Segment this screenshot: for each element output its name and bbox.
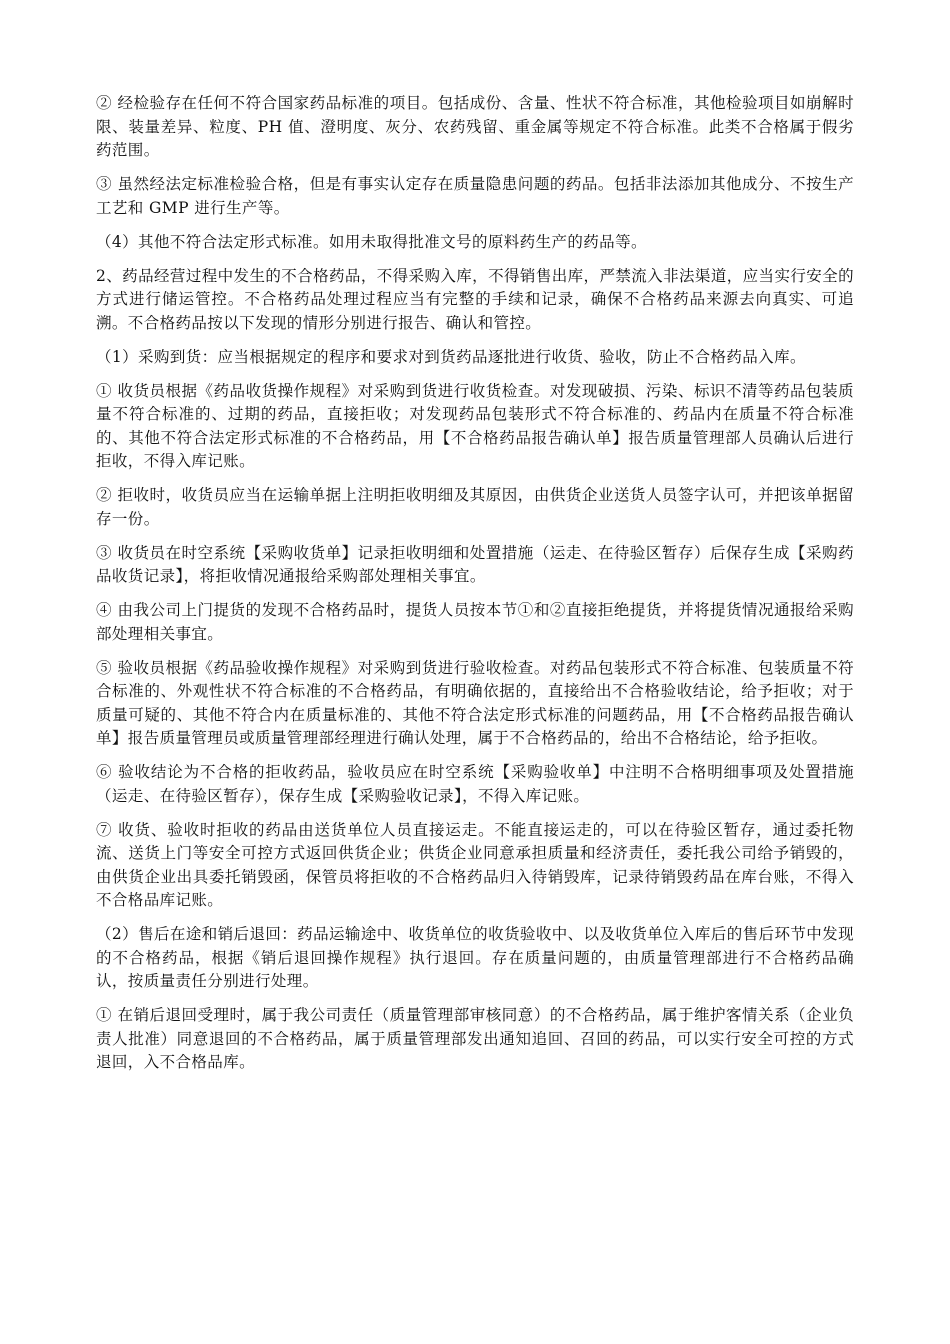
- paragraph-item-6-acceptance-record: ⑥ 验收结论为不合格的拒收药品，验收员应在时空系统【采购验收单】中注明不合格明细事项及处置措施（运走、在待验区暂存），保存生成【采购验收记录】，不得入库记账。: [96, 763, 854, 805]
- paragraph-item-2-quality-inspection: ② 经检验存在任何不符合国家药品标准的项目。包括成份、含量、性状不符合标准，其他检验项目如崩解时限、装量差异、粒度、PH 值、澄明度、灰分、农药残留、重金属等规定不符合标准。此类不合格属于假劣药范围。: [96, 94, 854, 159]
- paragraph-item-3-quality-hazard: ③ 虽然经法定标准检验合格，但是有事实认定存在质量隐患问题的药品。包括非法添加其他成分、不按生产工艺和 GMP 进行生产等。: [96, 175, 854, 217]
- paragraph-item-7-return-transport: ⑦ 收货、验收时拒收的药品由送货单位人员直接运走。不能直接运走的，可以在待验区暂存，通过委托物流、送货上门等安全可控方式返回供货企业；供货企业同意承担质量和经济责任，委托我公司给予销毁的，由供货企业出具委托销毁函，保管员将拒收的不合格药品归入待销毁库，记录待销毁药品在库台账，不得入不合格品库记账。: [96, 820, 854, 909]
- paragraph-item-4-pickup: ④ 由我公司上门提货的发现不合格药品时，提货人员按本节①和②直接拒绝提货，并将提货情况通报给采购部处理相关事宜。: [96, 601, 854, 643]
- paragraph-item-1-return-acceptance: ① 在销后退回受理时，属于我公司责任（质量管理部审核同意）的不合格药品，属于维护客情关系（企业负责人批准）同意退回的不合格药品，属于质量管理部发出通知追回、召回的药品，可以实行安全可控的方式退回，入不合格品库。: [96, 1006, 854, 1071]
- paragraph-item-5-acceptance-check: ⑤ 验收员根据《药品验收操作规程》对采购到货进行验收检查。对药品包装形式不符合标准、包装质量不符合标准的、外观性状不符合标准的不合格药品，有明确依据的，直接给出不合格验收结论，给予拒收；对于质量可疑的、其他不符合内在质量标准的、其他不符合法定形式标准的问题药品，用【不合格药品报告确认单】报告质量管理员或质量管理部经理进行确认处理，属于不合格药品的，给出不合格结论，给予拒收。: [96, 658, 854, 747]
- paragraph-subsection-1-purchase-arrival: （1）采购到货：应当根据规定的程序和要求对到货药品逐批进行收货、验收，防止不合格药品入库。: [96, 347, 806, 366]
- paragraph-section-4-other: （4）其他不符合法定形式标准。如用未取得批准文号的原料药生产的药品等。: [96, 232, 647, 251]
- paragraph-subsection-2-after-sales: （2）售后在途和销后退回：药品运输途中、收货单位的收货验收中、以及收货单位入库后的售后环节中发现的不合格药品，根据《销后退回操作规程》执行退回。存在质量问题的，由质量管理部进行不合格药品确认，按质量责任分别进行处理。: [96, 925, 854, 990]
- paragraph-section-2-operation: 2、药品经营过程中发生的不合格药品，不得采购入库，不得销售出库，严禁流入非法渠道，应当实行安全的方式进行储运管控。不合格药品处理过程应当有完整的手续和记录，确保不合格药品来源去向真实、可追溯。不合格药品按以下发现的情形分别进行报告、确认和管控。: [96, 266, 854, 332]
- paragraph-item-3-system-record: ③ 收货员在时空系统【采购收货单】记录拒收明细和处置措施（运走、在待验区暂存）后保存生成【采购药品收货记录】，将拒收情况通报给采购部处理相关事宜。: [96, 543, 854, 585]
- paragraph-item-2-rejection: ② 拒收时，收货员应当在运输单据上注明拒收明细及其原因，由供货企业送货人员签字认可，并把该单据留存一份。: [96, 486, 854, 528]
- document-page: [96, 92, 854, 1085]
- paragraph-item-1-receiving-check: ① 收货员根据《药品收货操作规程》对采购到货进行收货检查。对发现破损、污染、标识不清等药品包装质量不符合标准的、过期的药品，直接拒收；对发现药品包装形式不符合标准的、药品内在质量不符合标准的、其他不符合法定形式标准的不合格药品，用【不合格药品报告确认单】报告质量管理部人员确认后进行拒收，不得入库记账。: [96, 381, 854, 470]
